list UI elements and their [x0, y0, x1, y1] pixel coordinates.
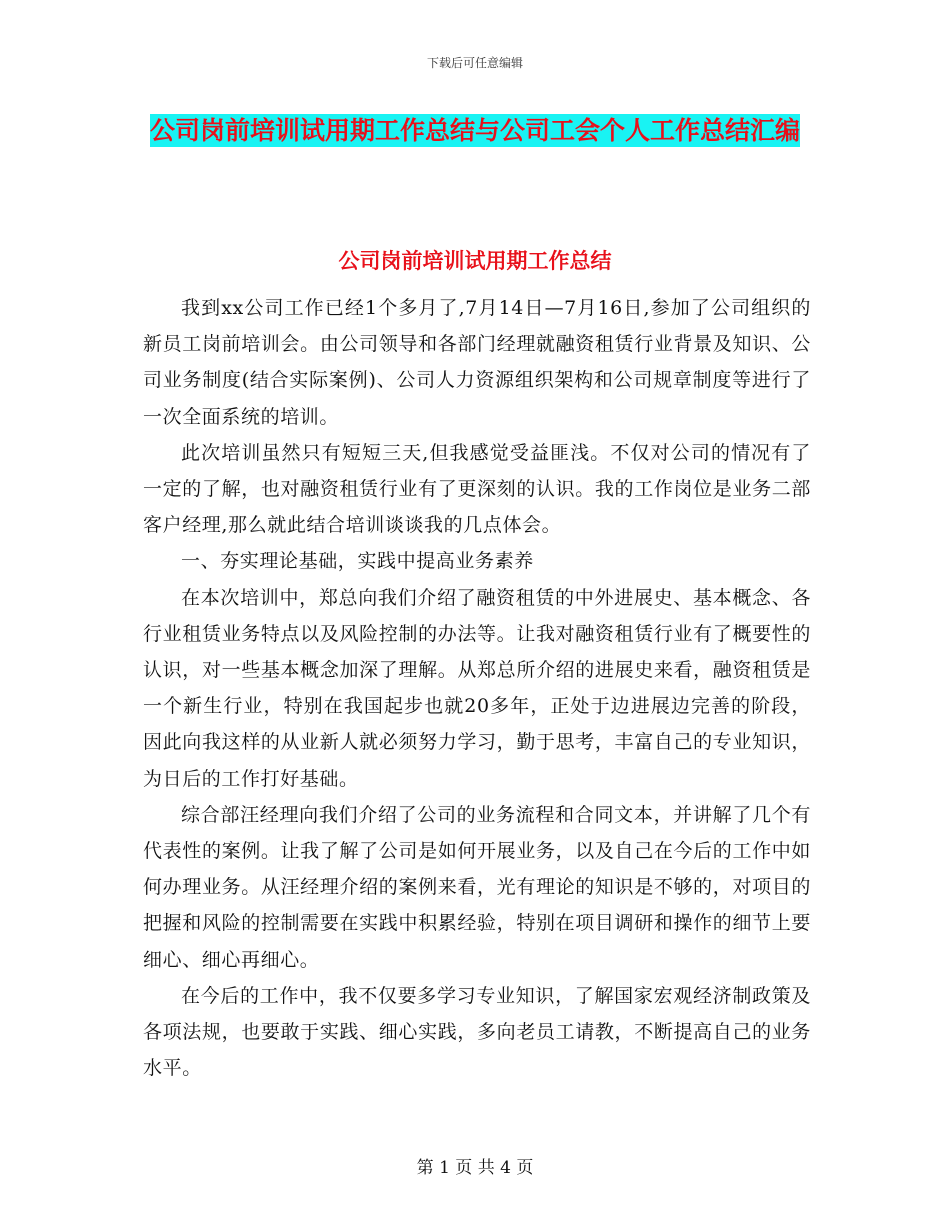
page-number: 第 1 页 共 4 页 [416, 1158, 534, 1178]
paragraph: 在本次培训中，郑总向我们介绍了融资租赁的中外进展史、基本概念、各行业租赁业务特点以及风险控制的办法等。让我对融资租赁行业有了概要性的认识，对一些基本概念加深了理解。从郑总所介绍的进展史来看，融资租赁是一个新生行业，特别在我国起步也就20多年，正处于边进展边完善的阶段，因此向我这样的从业新人就必须努力学习，勤于思考，丰富自己的专业知识，为日后的工作打好基础。 [143, 586, 811, 790]
paragraph: 此次培训虽然只有短短三天,但我感觉受益匪浅。不仅对公司的情况有了一定的了解，也对融资租赁行业有了更深刻的认识。我的工作岗位是业务二部客户经理,那么就此结合培训谈谈我的几点体会。 [143, 441, 811, 537]
header-note: 下载后可任意编辑 [426, 56, 523, 70]
document-body [143, 290, 811, 1086]
section-title: 公司岗前培训试用期工作总结 [338, 249, 612, 273]
paragraph: 我到xx公司工作已经1个多月了,7月14日—7月16日,参加了公司组织的新员工岗前培训会。由公司领导和各部门经理就融资租赁行业背景及知识、公司业务制度(结合实际案例)、公司人力资源组织架构和公司规章制度等进行了一次全面系统的培训。 [143, 297, 811, 428]
document-title [140, 107, 810, 155]
subheading: 一、夯实理论基础，实践中提高业务素养 [181, 550, 534, 573]
paragraph: 综合部汪经理向我们介绍了公司的业务流程和合同文本，并讲解了几个有代表性的案例。让我了解了公司是如何开展业务，以及自己在今后的工作中如何办理业务。从汪经理介绍的案例来看，光有理论的知识是不够的，对项目的把握和风险的控制需要在实践中积累经验，特别在项目调研和操作的细节上要细心、细心再细心。 [143, 803, 811, 971]
paragraph: 在今后的工作中，我不仅要多学习专业知识，了解国家宏观经济制政策及各项法规，也要敢于实践、细心实践，多向老员工请教，不断提高自己的业务水平。 [143, 984, 811, 1080]
document-title-text: 公司岗前培训试用期工作总结与公司工会个人工作总结汇编 [149, 116, 800, 145]
